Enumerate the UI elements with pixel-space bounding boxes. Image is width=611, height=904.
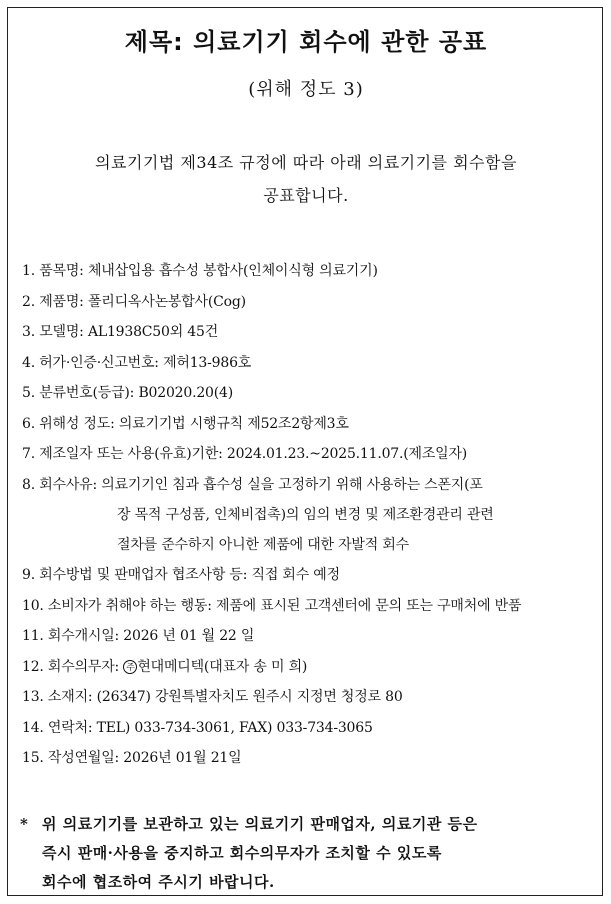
item-product-category: 1. 품목명: 체내삽입용 흡수성 봉합사(인체이식형 의료기기) [22,263,378,279]
recall-reason-line-1: 8. 회수사유: 의료기기인 침과 흡수성 실을 고정하기 위해 사용하는 스폰지(포 [22,476,483,493]
notice-line-2: 즉시 판매·사용을 중지하고 회수의무자가 조치할 수 있도록 [42,844,442,862]
circled-ju-mark: 주 [123,660,137,674]
recall-reason-line-3: 절차를 준수하지 아니한 제품에 대한 자발적 회수 [117,536,409,553]
item-recall-obligor [22,657,600,677]
item-classification: 5. 분류번호(등급): B02020.20(4) [22,385,233,401]
notice-line-1: 위 의료기기를 보관하고 있는 의료기기 판매업자, 의료기관 등은 [42,815,478,833]
intro-line-2: 공표합니다. [263,186,349,205]
item-manufacture-date: 7. 제조일자 또는 사용(유효)기한: 2024.01.23.~2025.11.07.(제조일자) [22,446,468,462]
item-recall-start-date: 11. 회수개시일: 2026 년 01 월 22 일 [22,628,255,644]
hazard-level-subtitle: (위해 정도 3) [248,79,364,100]
item-recall-reason [22,475,600,555]
item-written-date: 15. 작성연월일: 2026년 01월 21일 [22,750,242,766]
recall-item-list [22,261,600,779]
item-license-number: 4. 허가·인증·신고번호: 제허13-986호 [22,354,252,371]
item-contact: 14. 연락처: TEL) 033-734-3061, FAX) 033-734-3065 [22,719,373,736]
item-hazard-level: 6. 위해성 정도: 의료기기법 시행규칙 제52조2항제3호 [22,415,349,432]
item-consumer-action: 10. 소비자가 취해야 하는 행동: 제품에 표시된 고객센터에 문의 또는 구매처에 반품 [22,597,522,614]
obligor-name: 현대메디텍(대표자 송 미 희) [137,658,308,675]
item-model-name: 3. 모델명: AL1938C50외 45건 [22,324,219,340]
notice-block [20,810,598,897]
notice-line-3: 회수에 협조하여 주시기 바랍니다. [42,873,275,891]
recall-reason-line-2: 장 목적 구성품, 인체비접촉)의 임의 변경 및 제조환경관리 관련 [117,506,494,523]
intro-line-1: 의료기기법 제34조 규정에 따라 아래 의료기기를 회수함을 [95,153,517,172]
item-product-name: 2. 제품명: 폴리디옥사논봉합사(Cog) [22,293,246,310]
notice-asterisk: * [20,815,29,833]
obligor-prefix: 12. 회수의무자: [22,658,124,675]
document-frame [7,7,603,896]
page-title: 제목: 의료기기 회수에 관한 공표 [124,28,488,56]
item-recall-method: 9. 회수방법 및 판매업자 협조사항 등: 직접 회수 예정 [22,567,340,583]
item-address: 13. 소재지: (26347) 강원특별자치도 원주시 지정면 청정로 80 [22,689,403,705]
